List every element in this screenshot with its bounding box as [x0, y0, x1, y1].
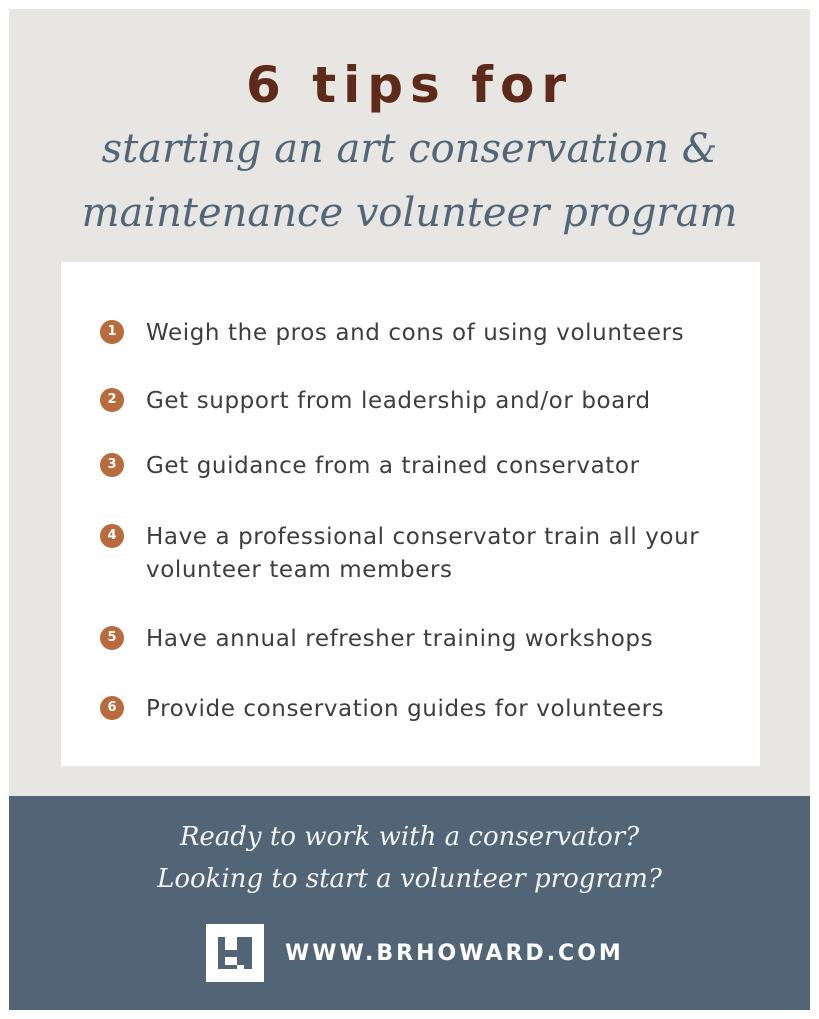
tip-item-2 [100, 385, 720, 418]
page-subtitle [9, 117, 810, 245]
subtitle-line-2: maintenance volunteer program [81, 190, 738, 236]
website-link[interactable]: WWW.BRHOWARD.COM [285, 941, 624, 966]
tip-item-4 [100, 521, 720, 587]
page-title: 6 tips for [246, 56, 573, 114]
tip-text-line: Get support from leadership and/or board [146, 388, 651, 414]
tip-text [146, 693, 720, 726]
tip-number-badge: 3 [100, 453, 124, 477]
tip-text [146, 521, 720, 587]
tip-item-3 [100, 450, 720, 483]
tip-text-line: Have a professional conservator train all your [146, 524, 700, 550]
tip-number-badge: 5 [100, 626, 124, 650]
tip-text-line: Weigh the pros and cons of using volunteers [146, 320, 685, 346]
tip-item-5 [100, 623, 720, 656]
tip-item-1 [100, 317, 720, 350]
call-to-action [9, 816, 810, 900]
brhoward-logo-icon [206, 924, 264, 982]
infographic [9, 9, 810, 1010]
tip-item-6 [100, 693, 720, 726]
tip-number-badge: 1 [100, 320, 124, 344]
tips-card [61, 262, 760, 766]
subtitle-line-1: starting an art conservation & [101, 126, 718, 172]
tip-text-line: Get guidance from a trained conservator [146, 453, 640, 479]
tip-number-badge: 4 [100, 524, 124, 548]
tip-text [146, 623, 720, 656]
tip-text-line: volunteer team members [146, 557, 453, 583]
logo-mark [206, 924, 264, 982]
tip-text-line: Have annual refresher training workshops [146, 626, 654, 652]
tip-text [146, 317, 720, 350]
footer-banner [9, 796, 810, 1010]
tip-number-badge: 2 [100, 388, 124, 412]
tip-number-badge: 6 [100, 696, 124, 720]
tip-text-line: Provide conservation guides for volunteers [146, 696, 665, 722]
tip-text [146, 450, 720, 483]
cta-line-2: Looking to start a volunteer program? [157, 864, 662, 894]
cta-line-1: Ready to work with a conservator? [179, 822, 640, 852]
tip-text [146, 385, 720, 418]
